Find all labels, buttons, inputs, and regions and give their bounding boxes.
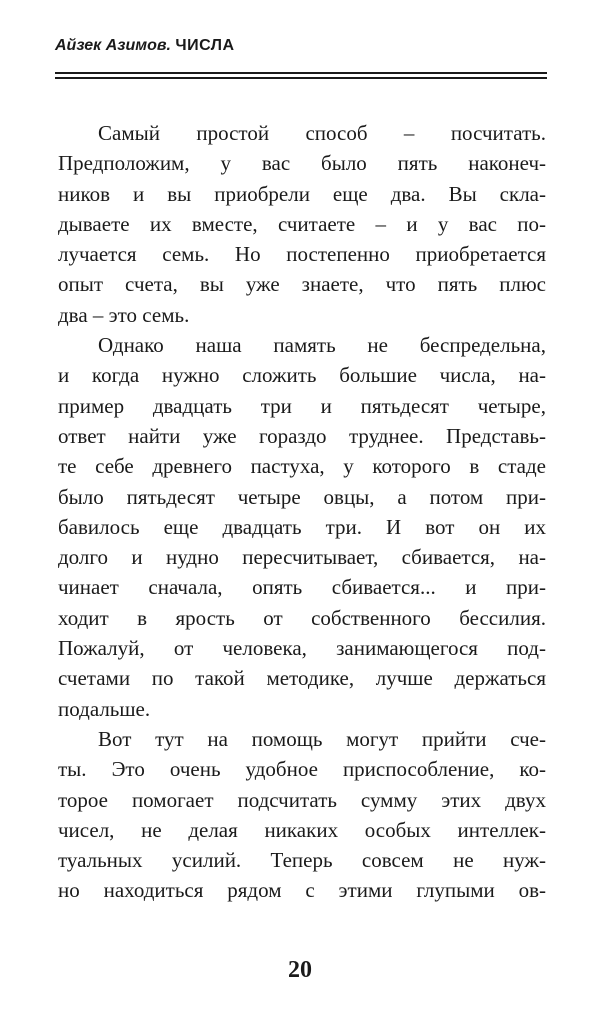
running-header bbox=[55, 36, 235, 56]
text-line: долго и нудно пересчитывает, сбивается, на- bbox=[58, 545, 546, 570]
text-line: пример двадцать три и пятьдесят четыре, bbox=[58, 393, 546, 418]
text-line: чисел, не делая никаких особых интеллек- bbox=[58, 817, 546, 842]
text-line: ходит в ярость от собственного бессилия. bbox=[58, 605, 546, 630]
text-line: туальных усилий. Теперь совсем не нуж- bbox=[58, 848, 546, 873]
text-line: бавилось еще двадцать три. И вот он их bbox=[58, 514, 546, 539]
text-line: два – это семь. bbox=[58, 302, 190, 327]
header-author: Айзек Азимов. bbox=[55, 37, 171, 54]
text-line: опыт счета, вы уже знаете, что пять плюс bbox=[58, 272, 546, 297]
text-line: дываете их вместе, считаете – и у вас по- bbox=[58, 211, 546, 236]
text-line: подальше. bbox=[58, 696, 151, 721]
header-rule-top bbox=[55, 72, 547, 74]
text-line: ников и вы приобрели еще два. Вы скла- bbox=[58, 181, 546, 206]
header-title: ЧИСЛА bbox=[175, 37, 235, 54]
paragraph bbox=[58, 724, 546, 906]
paragraph bbox=[58, 118, 546, 330]
text-line: ты. Это очень удобное приспособление, ко- bbox=[58, 757, 546, 782]
text-line: те себе древнего пастуха, у которого в стаде bbox=[58, 454, 546, 479]
body-text bbox=[58, 118, 546, 906]
page-number: 20 bbox=[288, 957, 312, 983]
header-rule-bottom bbox=[55, 77, 547, 79]
text-line: торое помогает подсчитать сумму этих двух bbox=[58, 787, 546, 812]
text-line: Самый простой способ – посчитать. bbox=[98, 121, 546, 145]
text-line: и когда нужно сложить большие числа, на- bbox=[58, 363, 546, 388]
text-line: чинает сначала, опять сбивается... и при- bbox=[58, 575, 546, 600]
text-line: Пожалуй, от человека, занимающегося под- bbox=[58, 636, 546, 661]
paragraph bbox=[58, 330, 546, 724]
text-line: Однако наша память не беспредельна, bbox=[98, 333, 546, 358]
text-line: но находиться рядом с этими глупыми ов- bbox=[58, 878, 546, 903]
text-line: Вот тут на помощь могут прийти сче- bbox=[98, 726, 546, 751]
text-line: лучается семь. Но постепенно приобретается bbox=[58, 242, 546, 267]
text-line: было пятьдесят четыре овцы, а потом при- bbox=[58, 484, 546, 509]
text-line: ответ найти уже гораздо труднее. Представь- bbox=[58, 423, 546, 448]
text-line: счетами по такой методике, лучше держаться bbox=[58, 666, 546, 691]
text-line: Предположим, у вас было пять наконеч- bbox=[58, 151, 546, 176]
